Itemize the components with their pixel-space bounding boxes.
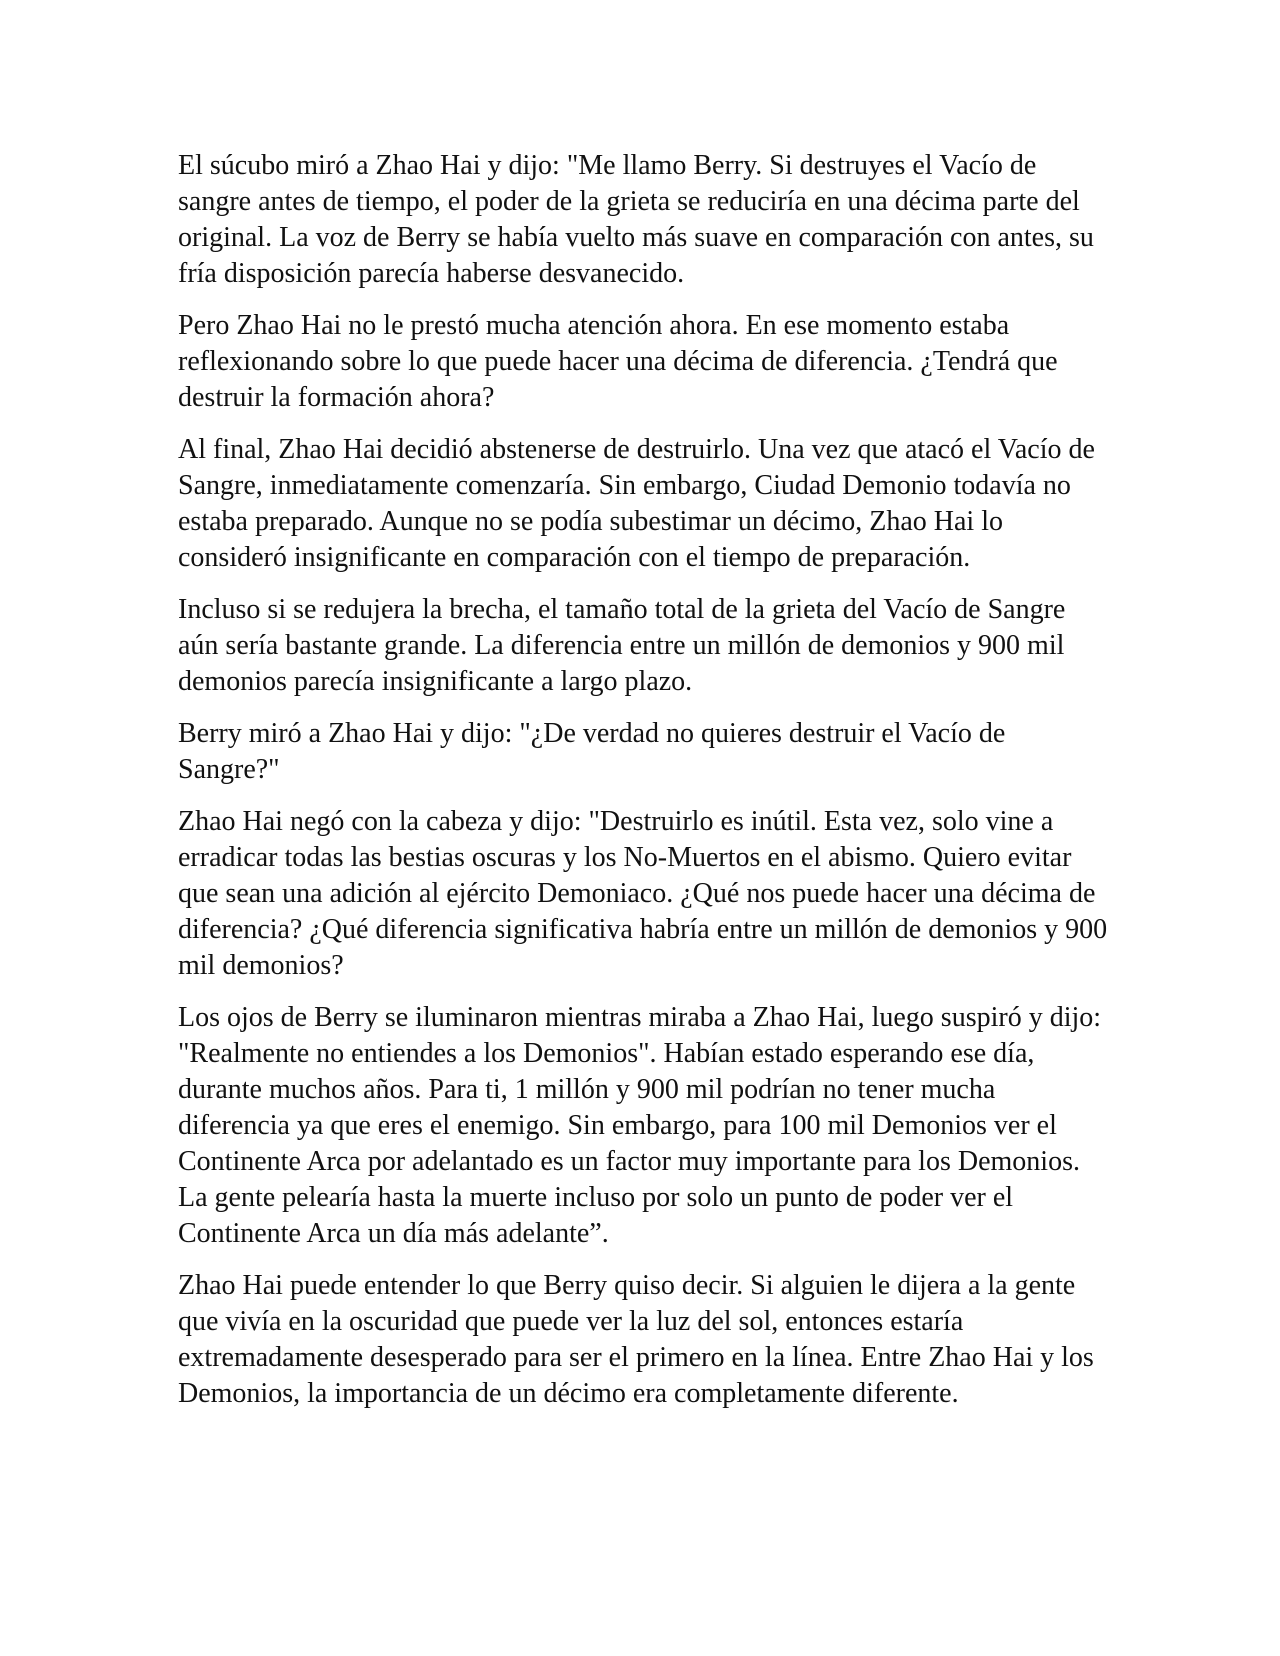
paragraph: Zhao Hai negó con la cabeza y dijo: "Destruirlo es inútil. Esta vez, solo vine a erradicar todas las bestias oscuras y los No-Muertos en el abismo. Quiero evitar que sean una adición al ejército Demoniaco. ¿Qué nos puede hacer una décima de diferencia? ¿Qué diferencia significativa habría entre un millón de demonios y 900 mil demonios? (178, 806, 1108, 981)
paragraph: Al final, Zhao Hai decidió abstenerse de destruirlo. Una vez que atacó el Vacío de Sangre, inmediatamente comenzaría. Sin embargo, Ciudad Demonio todavía no estaba preparado. Aunque no se podía subestimar un décimo, Zhao Hai lo consideró insignificante en comparación con el tiempo de preparación. (178, 434, 1095, 573)
document-body (178, 148, 1108, 1428)
paragraph: Los ojos de Berry se iluminaron mientras miraba a Zhao Hai, luego suspiró y dijo: "Realmente no entiendes a los Demonios". Habían estado esperando ese día, durante muchos años. Para ti, 1 millón y 900 mil podrían no tener mucha diferencia ya que eres el enemigo. Sin embargo, para 100 mil Demonios ver el Continente Arca por adelantado es un factor muy importante para los Demonios. La gente pelearía hasta la muerte incluso por solo un punto de poder ver el Continente Arca un día más adelante”. (178, 1002, 1102, 1249)
paragraph: El súcubo miró a Zhao Hai y dijo: "Me llamo Berry. Si destruyes el Vacío de sangre antes de tiempo, el poder de la grieta se reduciría en una décima parte del original. La voz de Berry se había vuelto más suave en comparación con antes, su fría disposición parecía haberse desvanecido. (178, 150, 1094, 289)
paragraph: Incluso si se redujera la brecha, el tamaño total de la grieta del Vacío de Sangre aún sería bastante grande. La diferencia entre un millón de demonios y 900 mil demonios parecía insignificante a largo plazo. (178, 594, 1066, 697)
paragraph: Berry miró a Zhao Hai y dijo: "¿De verdad no quieres destruir el Vacío de Sangre?" (178, 718, 1006, 785)
paragraph: Pero Zhao Hai no le prestó mucha atención ahora. En ese momento estaba reflexionando sobre lo que puede hacer una décima de diferencia. ¿Tendrá que destruir la formación ahora? (178, 310, 1058, 413)
paragraph: Zhao Hai puede entender lo que Berry quiso decir. Si alguien le dijera a la gente que vivía en la oscuridad que puede ver la luz del sol, entonces estaría extremadamente desesperado para ser el primero en la línea. Entre Zhao Hai y los Demonios, la importancia de un décimo era completamente diferente. (178, 1270, 1094, 1409)
